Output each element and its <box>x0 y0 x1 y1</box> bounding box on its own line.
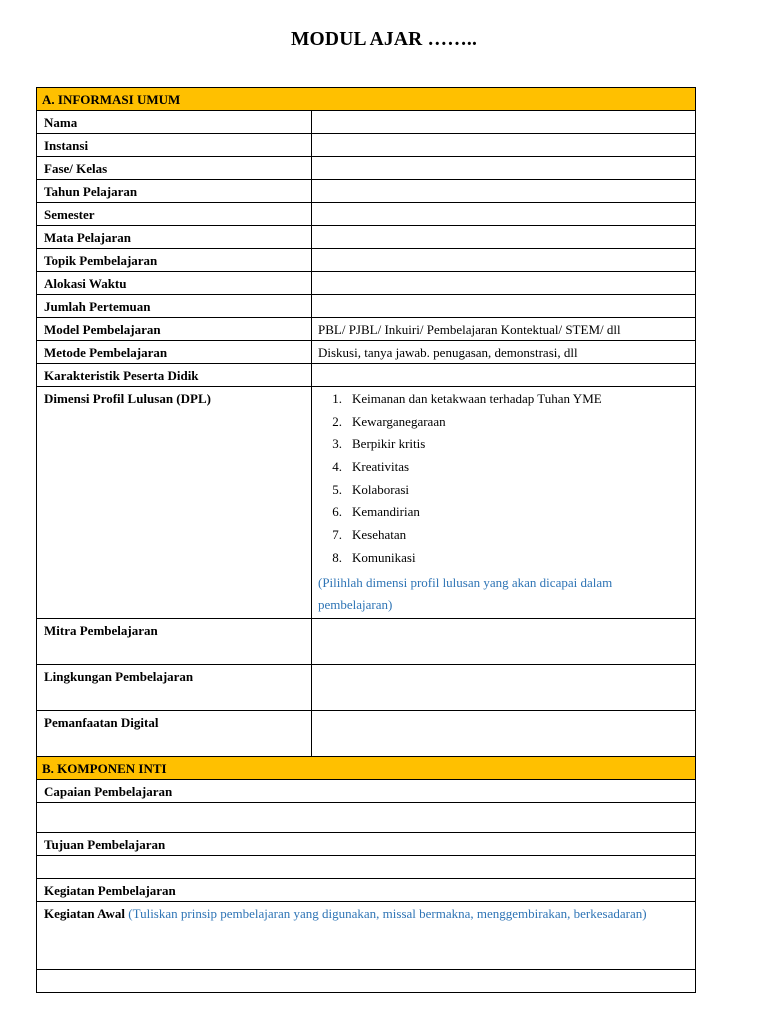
info-row-instansi <box>37 134 696 157</box>
info-row-semester <box>37 203 696 226</box>
kegiatan-awal-input-row <box>37 969 696 992</box>
info-row-model-pembelajaran <box>37 318 696 341</box>
kegiatan-awal-cell[interactable] <box>37 901 696 969</box>
pemanfaatan-digital-label: Pemanfaatan Digital <box>37 710 312 756</box>
dpl-item-number: 3. <box>332 436 342 452</box>
dpl-item-number: 1. <box>332 391 342 406</box>
info-row-pemanfaatan-digital <box>37 710 696 756</box>
semester-label: Semester <box>37 203 312 226</box>
topik-pembelajaran-label: Topik Pembelajaran <box>37 249 312 272</box>
dpl-list <box>318 390 688 572</box>
alokasi-waktu-value-field[interactable] <box>312 272 696 295</box>
capaian-pembelajaran-label: Capaian Pembelajaran <box>37 779 696 802</box>
semester-value-field[interactable] <box>312 203 696 226</box>
info-row-metode-pembelajaran <box>37 341 696 364</box>
info-row-lingkungan-pembelajaran <box>37 664 696 710</box>
dpl-item-text: Berpikir kritis <box>352 436 426 452</box>
model-pembelajaran-label: Model Pembelajaran <box>37 318 312 341</box>
alokasi-waktu-label: Alokasi Waktu <box>37 272 312 295</box>
capaian-pembelajaran-input-row <box>37 802 696 832</box>
info-row-mata-pelajaran <box>37 226 696 249</box>
tujuan-pembelajaran-field[interactable] <box>37 855 696 878</box>
dpl-item-text: Kesehatan <box>352 527 407 543</box>
mitra-pembelajaran-label: Mitra Pembelajaran <box>37 618 312 664</box>
capaian-pembelajaran-row <box>37 779 696 802</box>
kegiatan-pembelajaran-label: Kegiatan Pembelajaran <box>37 878 696 901</box>
dpl-item <box>318 503 688 526</box>
kegiatan-awal-field[interactable] <box>37 969 696 992</box>
modul-ajar-table <box>36 87 696 993</box>
kegiatan-awal-row <box>37 901 696 969</box>
dpl-item <box>318 481 688 504</box>
instansi-label: Instansi <box>37 134 312 157</box>
dpl-item-number: 8. <box>332 549 342 565</box>
dpl-item-text: Kemandirian <box>352 504 420 520</box>
mata-pelajaran-value-field[interactable] <box>312 226 696 249</box>
kegiatan-pembelajaran-row <box>37 878 696 901</box>
fase-kelas-value-field[interactable] <box>312 157 696 180</box>
tujuan-pembelajaran-input-row <box>37 855 696 878</box>
dpl-item-text: Kewarganegaraan <box>352 413 446 429</box>
tahun-pelajaran-value-field[interactable] <box>312 180 696 203</box>
info-row-dpl <box>37 387 696 619</box>
info-row-jumlah-pertemuan <box>37 295 696 318</box>
document-title: MODUL AJAR …….. <box>290 29 478 50</box>
info-row-nama <box>37 111 696 134</box>
dpl-item-text: Kreativitas <box>352 459 410 475</box>
info-row-mitra-pembelajaran <box>37 618 696 664</box>
tahun-pelajaran-label: Tahun Pelajaran <box>37 180 312 203</box>
dpl-item-text: Keimanan dan ketakwaan terhadap Tuhan YME <box>352 391 602 406</box>
nama-label: Nama <box>37 111 312 134</box>
nama-value-field[interactable] <box>312 111 696 134</box>
jumlah-pertemuan-label: Jumlah Pertemuan <box>37 295 312 318</box>
dpl-item <box>318 458 688 481</box>
info-row-karakteristik-peserta-didik <box>37 364 696 387</box>
dpl-item <box>318 390 688 413</box>
tujuan-pembelajaran-label: Tujuan Pembelajaran <box>37 832 696 855</box>
dpl-item <box>318 435 688 458</box>
kegiatan-awal-hint: (Tuliskan prinsip pembelajaran yang digunakan, missal bermakna, menggembirakan, berkesadaran) <box>128 905 647 921</box>
mitra-pembelajaran-value-field[interactable] <box>312 618 696 664</box>
info-row-tahun-pelajaran <box>37 180 696 203</box>
model-pembelajaran-value[interactable]: PBL/ PJBL/ Inkuiri/ Pembelajaran Kontektual/ STEM/ dll <box>312 318 696 341</box>
mata-pelajaran-label: Mata Pelajaran <box>37 226 312 249</box>
pemanfaatan-digital-value-field[interactable] <box>312 710 696 756</box>
section-a-header-row <box>37 88 696 111</box>
dpl-label: Dimensi Profil Lulusan (DPL) <box>37 387 312 619</box>
dpl-item-number: 4. <box>332 459 342 475</box>
info-row-alokasi-waktu <box>37 272 696 295</box>
dpl-instruction-note: (Pilihlah dimensi profil lulusan yang akan dicapai dalam pembelajaran) <box>318 574 613 613</box>
dpl-item <box>318 526 688 549</box>
lingkungan-pembelajaran-label: Lingkungan Pembelajaran <box>37 664 312 710</box>
fase-kelas-label: Fase/ Kelas <box>37 157 312 180</box>
lingkungan-pembelajaran-value-field[interactable] <box>312 664 696 710</box>
dpl-item-number: 2. <box>332 413 342 429</box>
dpl-item-text: Komunikasi <box>352 549 416 565</box>
dpl-item-number: 5. <box>332 481 342 497</box>
metode-pembelajaran-value[interactable]: Diskusi, tanya jawab. penugasan, demonstrasi, dll <box>312 341 696 364</box>
instansi-value-field[interactable] <box>312 134 696 157</box>
section-b-header-row <box>37 756 696 779</box>
metode-pembelajaran-label: Metode Pembelajaran <box>37 341 312 364</box>
section-b-heading: B. KOMPONEN INTI <box>37 756 696 779</box>
capaian-pembelajaran-field[interactable] <box>37 802 696 832</box>
dpl-value-cell[interactable] <box>312 387 696 619</box>
kegiatan-awal-label: Kegiatan Awal <box>44 905 126 921</box>
dpl-item-number: 7. <box>332 527 342 543</box>
dpl-item <box>318 549 688 572</box>
section-a-heading: A. INFORMASI UMUM <box>37 88 696 111</box>
dpl-item <box>318 413 688 436</box>
jumlah-pertemuan-value-field[interactable] <box>312 295 696 318</box>
dpl-item-text: Kolaborasi <box>352 481 410 497</box>
karakteristik-peserta-didik-value-field[interactable] <box>312 364 696 387</box>
dpl-item-number: 6. <box>332 504 342 520</box>
tujuan-pembelajaran-row <box>37 832 696 855</box>
info-row-fase-kelas <box>37 157 696 180</box>
info-row-topik-pembelajaran <box>37 249 696 272</box>
topik-pembelajaran-value-field[interactable] <box>312 249 696 272</box>
karakteristik-peserta-didik-label: Karakteristik Peserta Didik <box>37 364 312 387</box>
